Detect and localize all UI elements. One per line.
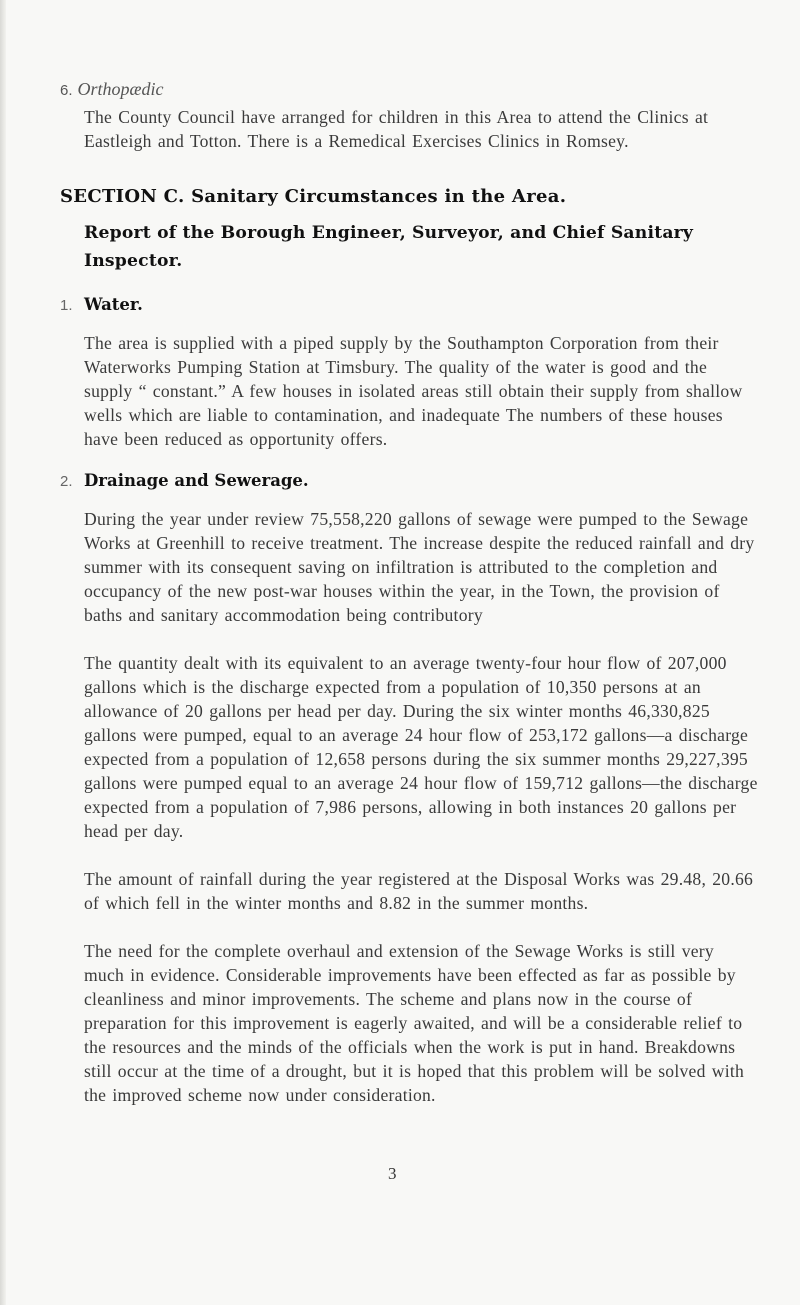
drainage-number: 2. <box>60 473 73 490</box>
drainage-paragraph-sewage-volume: During the year under review 75,558,220 gallons of sewage were pumped to the Sewage Works at Greenhill to receive treatment. The increase despite the reduced rainfall and dry summer with its consequent saving on infiltration is attributed to the completion and occupancy of the new post-war houses within the year, in the Town, the provision of baths and sanitary accommodation being contributory <box>84 509 755 625</box>
drainage-paragraph-overhaul: The need for the complete overhaul and extension of the Sewage Works is still very much in evidence. Considerable improvements have been effected as far as possible by cleanliness and minor improvements. The scheme and plans now in the course of preparation for this improvement is eagerly awaited, and will be a considerable relief to the resources and the minds of the officials when the work is put in hand. Breakdowns still occur at the time of a drought, but it is hoped that this problem will be solved with the improved scheme now under consideration. <box>84 941 745 1105</box>
orthopaedic-number: 6. <box>60 82 73 99</box>
orthopaedic-heading <box>60 77 760 103</box>
section-title: SECTION C. Sanitary Circumstances in the Area. <box>60 186 567 207</box>
page-binding-edge <box>0 0 6 1305</box>
water-heading <box>60 292 760 318</box>
drainage-heading-label: Drainage and Sewerage. <box>84 471 309 490</box>
drainage-paragraph-rainfall: The amount of rainfall during the year registered at the Disposal Works was 29.48, 20.66 of which fell in the winter months and 8.82 in the summer months. <box>84 869 754 913</box>
orthopaedic-title: Orthopædic <box>77 79 164 99</box>
water-paragraph: The area is supplied with a piped supply by the Southampton Corporation from their Waterworks Pumping Station at Timsbury. The quality of the water is good and the supply “ constant.” A few houses in isolated areas still obtain their supply from shallow wells which are liable to contamination, and inadequate The numbers of these houses have been reduced as opportunity offers. <box>84 333 743 449</box>
water-heading-label: Water. <box>84 295 143 314</box>
drainage-heading <box>60 468 760 494</box>
report-title: Report of the Borough Engineer, Surveyor, and Chief Sanitary Inspector. <box>84 223 694 271</box>
orthopaedic-paragraph: The County Council have arranged for children in this Area to attend the Clinics at Eastleigh and Totton. There is a Remedical Exercises Clinics in Romsey. <box>84 107 709 151</box>
drainage-paragraph-flow-rates: The quantity dealt with its equivalent to an average twenty-four hour flow of 207,000 gallons which is the discharge expected from a population of 10,350 persons at an allowance of 20 gallons per head per day. During the six winter months 46,330,825 gallons were pumped, equal to an average 24 hour flow of 253,172 gallons—a discharge expected from a population of 12,658 persons during the six summer months 29,227,395 gallons were pumped equal to an average 24 hour flow of 159,712 gallons—the discharge expected from a population of 7,986 persons, allowing in both instances 20 gallons per head per day. <box>84 653 758 841</box>
page-content <box>60 77 760 1107</box>
water-number: 1. <box>60 297 73 314</box>
page-number: 3 <box>388 1164 397 1183</box>
